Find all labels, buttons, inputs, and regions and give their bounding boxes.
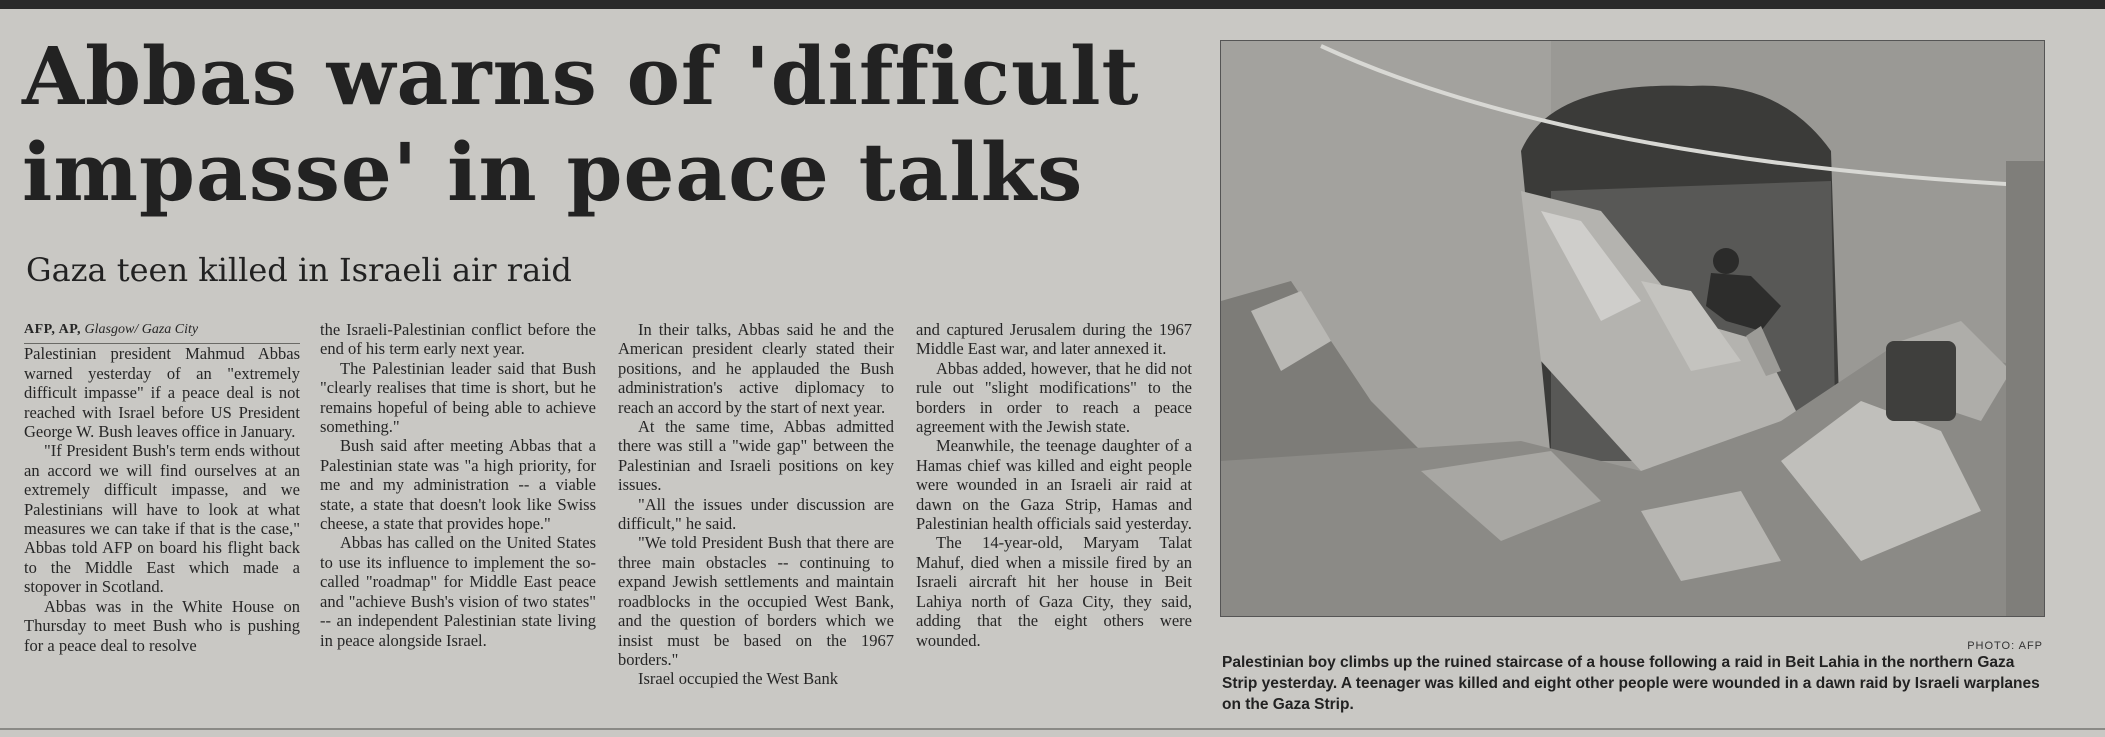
paragraph: The 14-year-old, Maryam Talat Mahuf, died when a missile fired by an Israeli aircraft hit her house in Beit Lahiya north of Gaza City, they said, adding that the eight others were wounded. (916, 533, 1192, 650)
headline: Abbas warns of 'difficult impasse' in peace talks (22, 29, 1140, 219)
subheadline: Gaza teen killed in Israeli air raid (26, 251, 572, 289)
paragraph: Israel occupied the West Bank (638, 669, 838, 689)
article-column-1 (24, 320, 300, 655)
photo-credit: PHOTO: AFP (1967, 640, 2043, 652)
paragraph: Abbas added, however, that he did not rule out "slight modifications" to the borders in order to reach a peace agreement with the Jewish state. (916, 358, 1192, 437)
paragraph: "All the issues under discussion are difficult," he said. (618, 494, 894, 534)
paragraph: Abbas has called on the United States to use its influence to implement the so-called "roadmap" for Middle East peace and "achieve Bush's vision of two states" -- an independent Palestinian state living in peace alongside Israel. (320, 533, 596, 650)
paragraph: Bush said after meeting Abbas that a Palestinian state was "a high priority, for me and my administration -- a viable state, a state that doesn't look like Swiss cheese, a state that provides hope." (320, 436, 596, 534)
ruined-staircase-photo (1221, 41, 2044, 616)
byline-agencies: AFP, AP, (24, 322, 82, 337)
article-column-4 (916, 320, 1192, 650)
paragraph: Palestinian president Mahmud Abbas warned yesterday of an "extremely difficult impasse" if a peace deal is not reached with Israel before US President George W. Bush leaves office in January. (24, 344, 300, 442)
photo-caption: Palestinian boy climbs up the ruined staircase of a house following a raid in Beit Lahia in the northern Gaza Strip yesterday. A teenager was killed and eight other people were wounded in a dawn raid by Israeli warplanes on the Gaza Strip. (1222, 654, 2040, 713)
article-column-3 (618, 320, 894, 689)
paragraph: In their talks, Abbas said he and the American president clearly stated their positions, and he applauded the Bush administration's active diplomacy to reach an accord by the start of next year. (618, 320, 894, 417)
top-rule (0, 0, 2105, 9)
paragraph: At the same time, Abbas admitted there was still a "wide gap" between the Palestinian and Israeli positions on key issues. (618, 417, 894, 495)
bottom-rule (0, 728, 2105, 730)
paragraph: the Israeli-Palestinian conflict before the end of his term early next year. (320, 320, 596, 359)
paragraph: Meanwhile, the teenage daughter of a Hamas chief was killed and eight people were wounded in an Israeli air raid at dawn on the Gaza Strip, Hamas and Palestinian health officials said yesterday. (916, 436, 1192, 534)
paragraph: "If President Bush's term ends without an accord we will find ourselves at an extremely difficult impasse, and we Palestinians will have to look at what measures we can take if that is the case," Abbas told AFP on board his flight back to the Middle East which made a stopover in Scotland. (24, 441, 300, 597)
byline (24, 320, 300, 344)
news-photo (1220, 40, 2045, 617)
paragraph: "We told President Bush that there are three main obstacles -- continuing to expand Jewish settlements and maintain roadblocks in the occupied West Bank, and the question of borders which we insist must be based on the 1967 borders." (618, 533, 894, 669)
article-column-2 (320, 320, 596, 650)
paragraph: Abbas was in the White House on Thursday to meet Bush who is pushing for a peace deal to resolve (24, 596, 300, 655)
byline-place: Glasgow/ Gaza City (84, 322, 199, 337)
paragraph: The Palestinian leader said that Bush "clearly realises that time is short, but he remains hopeful of being able to achieve something." (320, 358, 596, 437)
paragraph: and captured Jerusalem during the 1967 Middle East war, and later annexed it. (916, 320, 1192, 359)
